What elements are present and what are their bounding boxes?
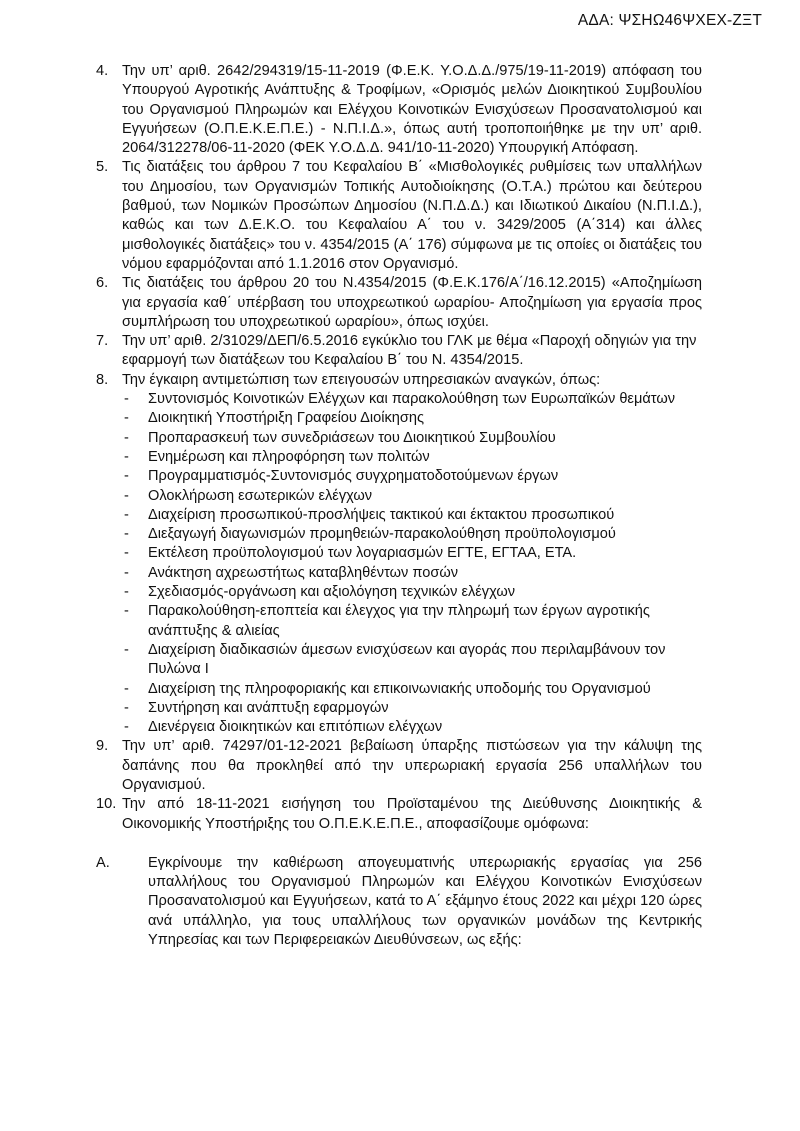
dash-bullet: -	[124, 410, 129, 427]
section-letter: Α.	[96, 854, 110, 871]
item-text: Την από 18-11-2021 εισήγηση του Προϊσταμένου της Διεύθυνσης Διοικητικής & Οικονομικής Υποστήριξης του Ο.Π.Ε.Κ.Ε.Π.Ε., αποφασίζουμε ομόφωνα:	[122, 796, 702, 832]
need-item	[122, 680, 702, 699]
item-number: 6.	[96, 275, 109, 292]
dash-bullet: -	[124, 429, 129, 446]
need-item	[122, 487, 702, 506]
list-item	[96, 332, 702, 371]
dash-bullet: -	[124, 564, 129, 581]
ada-code: ΑΔΑ: ΨΣΗΩ46ΨΧΕΧ-ΖΞΤ	[577, 12, 762, 29]
decision-section-a	[96, 854, 702, 950]
need-text: Συντονισμός Κοινοτικών Ελέγχων και παρακολούθηση των Ευρωπαϊκών θεμάτων	[148, 391, 676, 408]
need-text: Διαχείριση προσωπικού-προσλήψεις τακτικού και έκτακτου προσωπικού	[148, 506, 615, 523]
item-body	[122, 371, 702, 738]
need-item	[122, 390, 702, 409]
dash-bullet: -	[124, 448, 129, 465]
item-number: 8.	[96, 371, 109, 388]
document-body	[96, 62, 702, 950]
list-item	[96, 795, 702, 834]
need-text: Διοικητική Υποστήριξη Γραφείου Διοίκησης	[148, 410, 425, 427]
list-item	[96, 274, 702, 332]
need-item	[122, 699, 702, 718]
need-item	[122, 525, 702, 544]
item-text: Τις διατάξεις του άρθρου 7 του Κεφαλαίου Β΄ «Μισθολογικές ρυθμίσεις των υπαλλήλων του Δημοσίου, των Οργανισμών Τοπικής Αυτοδιοίκησης (Ο.Τ.Α.) πρώτου και δεύτερου βαθμού, των Νομικών Προσώπων Δημοσίου (Ν.Π.Δ.Δ.) και Ιδιωτικού Δικαίου (Ν.Π.Ι.Δ.), καθώς και των Δ.Ε.Κ.Ο. του Κεφαλαίου Α΄ του ν. 3429/2005 (Α΄314) και άλλες μισθολογικές διατάξεις» του ν. 4354/2015 (Α΄ 176) σύμφωνα με τις οποίες οι διατάξεις του νόμου εφαρμόζονται από 1.1.2016 στον Οργανισμό.	[122, 159, 702, 272]
item-text: Την υπ’ αριθ. 74297/01-12-2021 βεβαίωση ύπαρξης πιστώσεων για την κάλυψη της δαπάνης που θα προκληθεί από την υπερωριακή εργασία 256 υπαλλήλων του Οργανισμού.	[122, 738, 702, 793]
dash-bullet: -	[124, 603, 129, 620]
dash-bullet: -	[124, 680, 129, 697]
need-item	[122, 429, 702, 448]
item-number: 9.	[96, 738, 109, 755]
need-text: Διενέργεια διοικητικών και επιτόπιων ελέγχων	[148, 719, 443, 736]
need-text: Διαχείριση διαδικασιών άμεσων ενισχύσεων και αγοράς που περιλαμβάνουν τον Πυλώνα Ι	[148, 641, 666, 678]
need-item	[122, 467, 702, 486]
dash-bullet: -	[124, 506, 129, 523]
need-item	[122, 718, 702, 737]
need-text: Συντήρηση και ανάπτυξη εφαρμογών	[148, 699, 389, 716]
need-text: Προπαρασκευή των συνεδριάσεων του Διοικητικού Συμβουλίου	[148, 429, 556, 446]
need-item	[122, 583, 702, 602]
need-item	[122, 506, 702, 525]
item-text: Την έγκαιρη αντιμετώπιση των επειγουσών υπηρεσιακών αναγκών, όπως:	[122, 371, 601, 388]
dash-bullet: -	[124, 526, 129, 543]
need-text: Ολοκλήρωση εσωτερικών ελέγχων	[148, 487, 373, 504]
need-text: Σχεδιασμός-οργάνωση και αξιολόγηση τεχνικών ελέγχων	[148, 584, 516, 601]
list-item	[96, 158, 702, 274]
need-text: Διεξαγωγή διαγωνισμών προμηθειών-παρακολούθηση προϋπολογισμού	[148, 526, 616, 543]
dash-bullet: -	[124, 391, 129, 408]
item-number: 4.	[96, 63, 109, 79]
dash-bullet: -	[124, 719, 129, 736]
item-number: 5.	[96, 159, 109, 176]
item-text: Την υπ’ αριθ. 2642/294319/15-11-2019 (Φ.Ε.Κ. Υ.Ο.Δ.Δ./975/19-11-2019) απόφαση του Υπουργού Αγροτικής Ανάπτυξης & Τροφίμων, «Ορισμός μελών Διοικητικού Συμβουλίου του Οργανισμού Πληρωμών και Ελέγχου Κοινοτικών Ενισχύσεων Προσανατολισμού και Εγγυήσεων (Ο.Π.Ε.Κ.Ε.Π.Ε.) - Ν.Π.Ι.Δ.», όπως αυτή τροποποιήθηκε με την υπ’ αριθ. 2064/312278/06-11-2020 (ΦΕΚ Υ.Ο.Δ.Δ. 941/10-11-2020) Υπουργική Απόφαση.	[122, 63, 702, 157]
item-text: Τις διατάξεις του άρθρου 20 του Ν.4354/2015 (Φ.Ε.Κ.176/Α΄/16.12.2015) «Αποζημίωση για εργασία καθ΄ υπέρβαση του υποχρεωτικού ωραρίου- Αποζημίωση για εργασία προς συμπλήρωση του υποχρεωτικού ωραρίου», όπως ισχύει.	[122, 275, 702, 330]
dash-bullet: -	[124, 487, 129, 504]
need-text: Εκτέλεση προϋπολογισμού των λογαριασμών ΕΓΤΕ, ΕΓΤΑΑ, ΕΤΑ.	[148, 545, 577, 562]
need-item	[122, 602, 702, 641]
section-text: Εγκρίνουμε την καθιέρωση απογευματινής υπερωριακής εργασίας για 256 υπαλλήλους του Οργανισμού Πληρωμών και Ελέγχου Κοινοτικών Ενισχύσεων Προσανατολισμού και Εγγυήσεων, κατά το Α΄ εξάμηνο έτους 2022 και μέχρι 120 ώρες ανά υπάλληλο, για τους υπαλλήλους των οργανικών μονάδων της Κεντρικής Υπηρεσίας και των Περιφερειακών Διευθύνσεων, ως εξής:	[148, 854, 702, 949]
need-text: Διαχείριση της πληροφοριακής και επικοινωνιακής υποδομής του Οργανισμού	[148, 680, 651, 697]
list-item	[96, 737, 702, 795]
need-item	[122, 564, 702, 583]
dash-bullet: -	[124, 641, 129, 658]
need-text: Προγραμματισμός-Συντονισμός συγχρηματοδοτούμενων έργων	[148, 468, 559, 485]
item-text: Την υπ’ αριθ. 2/31029/ΔΕΠ/6.5.2016 εγκύκλιο του ΓΛΚ με θέμα «Παροχή οδηγιών για την εφαρμογή των διατάξεων του Κεφαλαίου Β΄ του Ν. 4354/2015.	[122, 333, 697, 369]
need-item	[122, 544, 702, 563]
dash-bullet: -	[124, 468, 129, 485]
dash-bullet: -	[124, 699, 129, 716]
need-item	[122, 448, 702, 467]
needs-list	[122, 390, 702, 737]
need-item	[122, 641, 702, 680]
list-item	[96, 62, 702, 158]
item-number: 7.	[96, 333, 109, 350]
need-text: Ανάκτηση αχρεωστήτως καταβληθέντων ποσών	[148, 564, 459, 581]
need-item	[122, 409, 702, 428]
need-text: Παρακολούθηση-εποπτεία και έλεγχος για την πληρωμή των έργων αγροτικής ανάπτυξης & αλιείας	[148, 603, 650, 639]
item-number: 10.	[96, 796, 117, 813]
need-text: Ενημέρωση και πληροφόρηση των πολιτών	[148, 448, 430, 465]
list-item	[96, 371, 702, 738]
dash-bullet: -	[124, 545, 129, 562]
dash-bullet: -	[124, 584, 129, 601]
